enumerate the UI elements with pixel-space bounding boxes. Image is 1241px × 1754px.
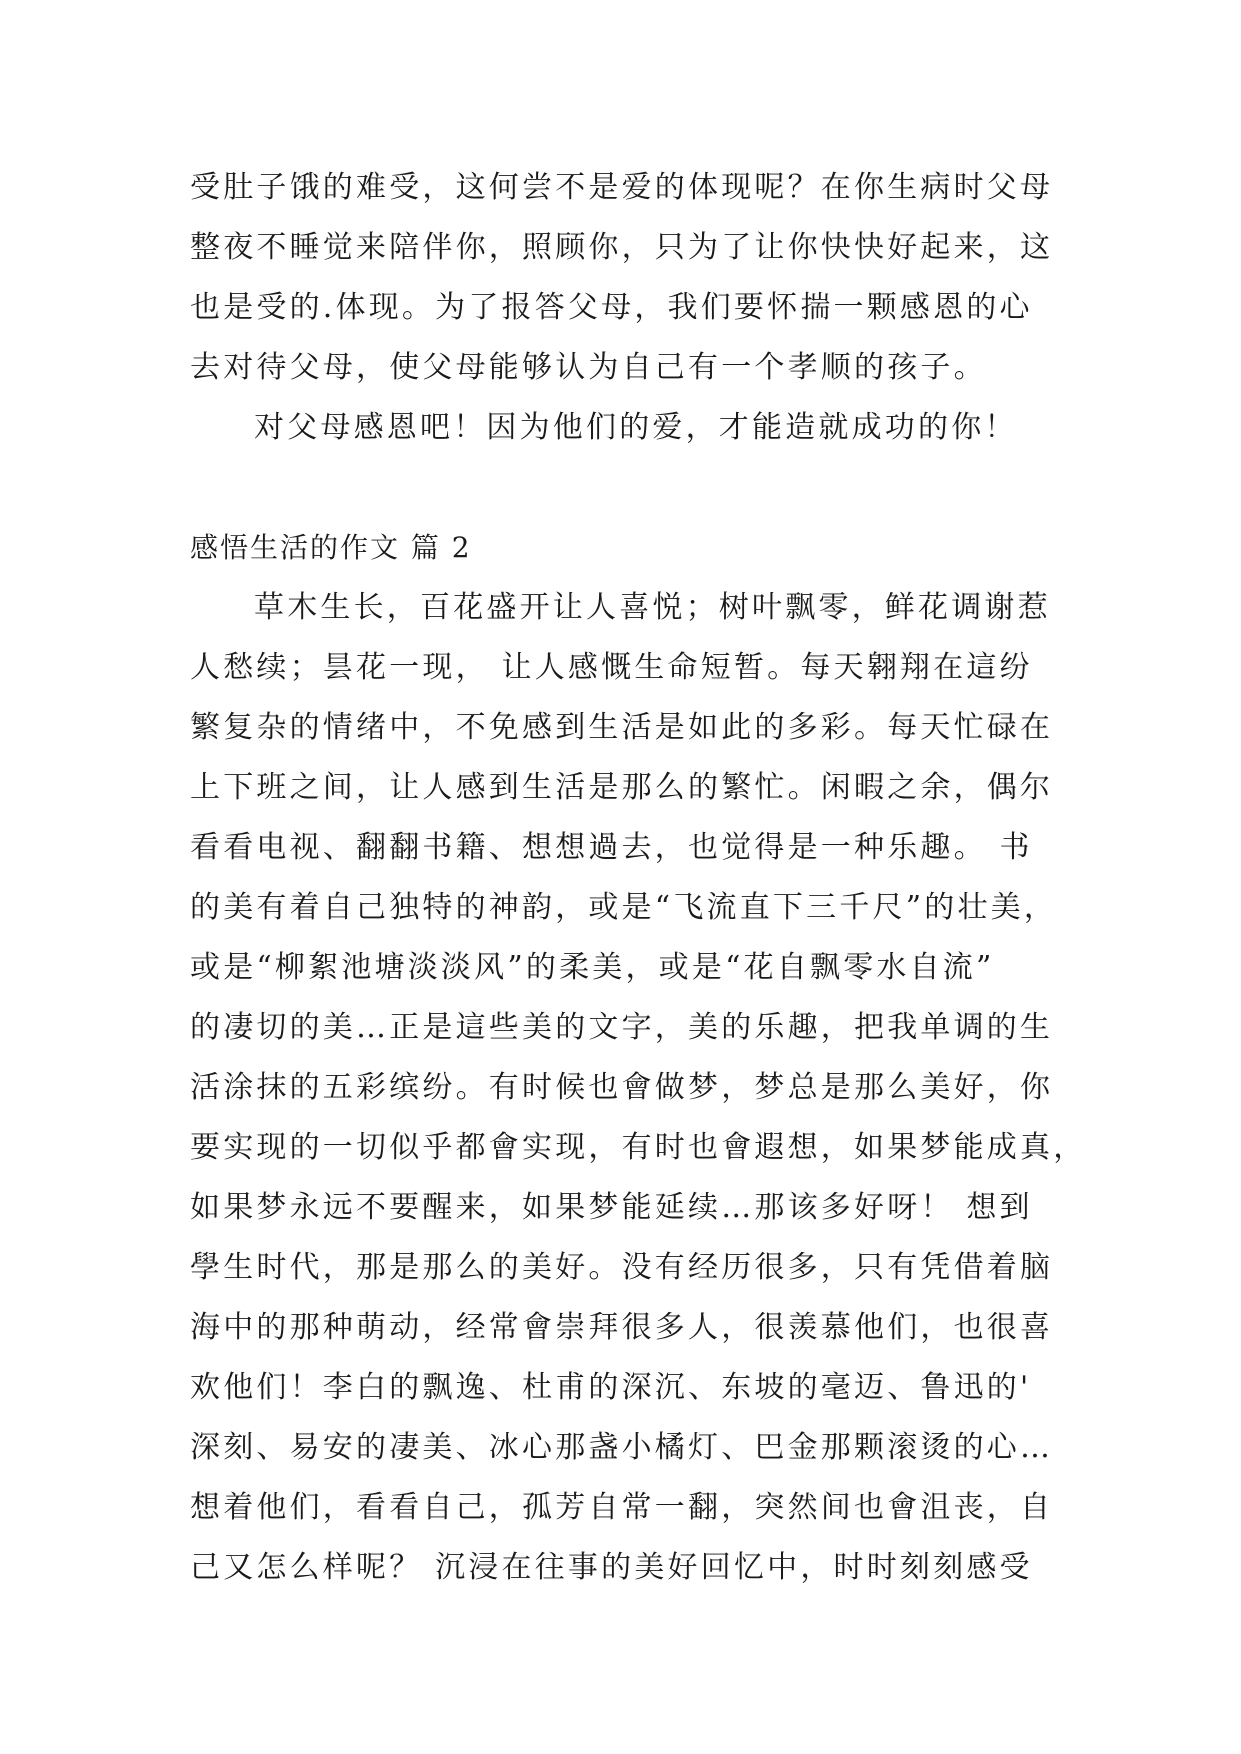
paragraph-line: 草木生长，百花盛开让人喜悦；树叶飘零，鲜花调谢惹 [254,590,1051,625]
paragraph-line: 的美有着自己独特的神韵，或是“飞流直下三千尺”的壮美， [190,890,1058,925]
paragraph-line: 想着他们，看看自己，孤芳自常一翻，突然间也會沮丧，自 [190,1490,1054,1525]
paragraph-line: 己又怎么样呢？ 沉浸在往事的美好回忆中，时时刻刻感受 [190,1550,1033,1585]
paragraph-line: 也是受的.体现。为了报答父母，我们要怀揣一颗感恩的心 [190,290,1033,325]
paragraph-line: 受肚子饿的难受，这何尝不是爱的体现呢？在你生病时父母 [190,170,1054,205]
paragraph-line: 欢他们！李白的飘逸、杜甫的深沉、东坡的毫迈、鲁迅的' [190,1370,1032,1405]
paragraph-line: 深刻、易安的凄美、冰心那盏小橘灯、巴金那颗滚烫的心… [190,1430,1054,1465]
document-body [190,158,1087,1598]
paragraph-line: 看看电视、翻翻书籍、想想過去，也觉得是一种乐趣。 书 [190,830,1033,865]
paragraph-line: 的凄切的美…正是這些美的文字，美的乐趣，把我单调的生 [190,1010,1054,1045]
section-spacer [190,458,1050,518]
paragraph-line: 或是“柳絮池塘淡淡风”的柔美，或是“花自飘零水自流” [190,950,995,985]
paragraph-line: 整夜不睡觉来陪伴你，照顾你，只为了让你快快好起来，这 [190,230,1054,265]
paragraph-line: 去对待父母，使父母能够认为自己有一个孝顺的孩子。 [190,350,987,385]
paragraph-line: 要实现的一切似乎都會实现，有时也會遐想，如果梦能成真， [190,1130,1087,1165]
closing-sentence: 对父母感恩吧！因为他们的爱，才能造就成功的你！ [254,410,1018,445]
paragraph-line: 上下班之间，让人感到生活是那么的繁忙。闲暇之余，偶尔 [190,770,1054,805]
paragraph-line: 活涂抹的五彩缤纷。有时候也會做梦，梦总是那么美好，你 [190,1070,1054,1105]
section-heading: 感悟生活的作文 篇 2 [190,531,472,564]
paragraph-line: 繁复杂的情绪中，不免感到生活是如此的多彩。每天忙碌在 [190,710,1054,745]
paragraph-line: 學生时代，那是那么的美好。没有经历很多，只有凭借着脑 [190,1250,1054,1285]
paragraph-line: 海中的那种萌动，经常會崇拜很多人，很羡慕他们，也很喜 [190,1310,1054,1345]
paragraph-line: 人愁续；昙花一现， 让人感慨生命短暂。每天翱翔在這纷 [190,650,1033,685]
paragraph-line: 如果梦永远不要醒来，如果梦能延续…那该多好呀！ 想到 [190,1190,1033,1225]
